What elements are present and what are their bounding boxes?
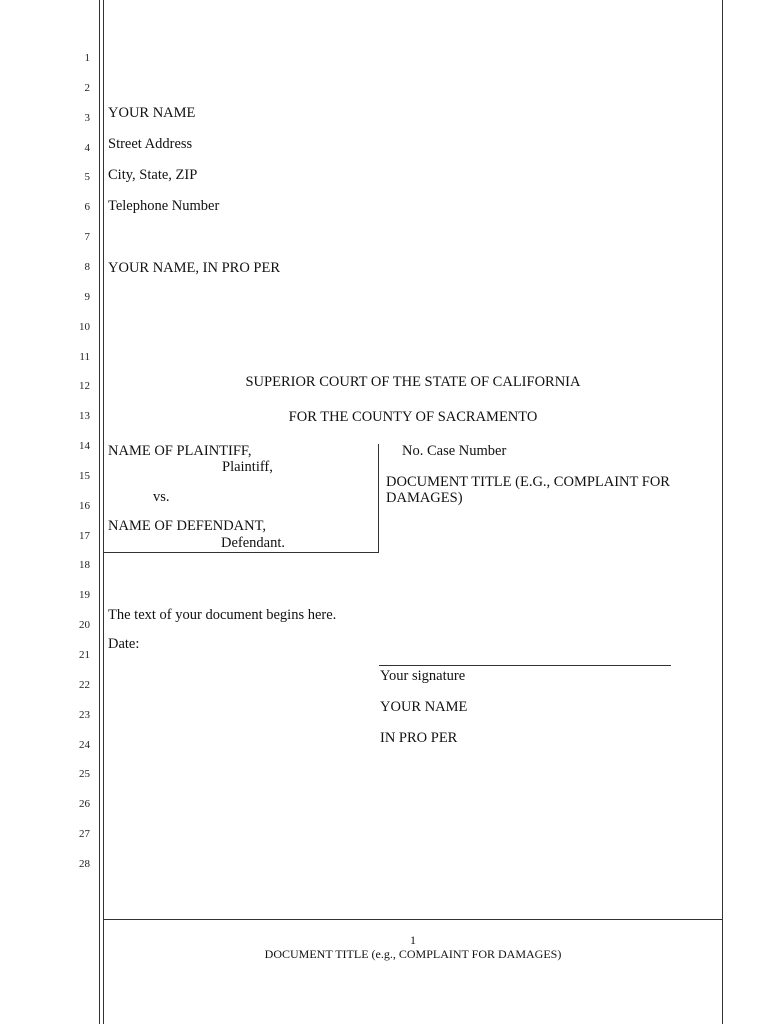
line-number: 22 — [79, 679, 90, 691]
line-number: 11 — [79, 351, 90, 363]
caption-box-right-rule — [378, 444, 379, 553]
versus-label: vs. — [153, 489, 170, 505]
date-label: Date: — [108, 636, 140, 652]
document-title-line-1: DOCUMENT TITLE (E.G., COMPLAINT FOR — [386, 474, 670, 490]
line-number: 24 — [79, 739, 90, 751]
document-title-line-2: DAMAGES) — [386, 490, 463, 506]
header-name: YOUR NAME — [108, 105, 196, 121]
line-number: 2 — [84, 82, 90, 94]
right-margin-rule — [722, 0, 723, 1024]
signature-label: Your signature — [380, 668, 466, 684]
line-number: 20 — [79, 619, 90, 631]
line-number: 6 — [84, 201, 90, 213]
header-street-address: Street Address — [108, 136, 193, 152]
line-number: 15 — [79, 470, 90, 482]
line-number: 17 — [79, 530, 90, 542]
court-name: SUPERIOR COURT OF THE STATE OF CALIFORNIA — [245, 374, 581, 390]
case-number: No. Case Number — [402, 443, 507, 459]
signature-line — [379, 665, 671, 666]
header-telephone: Telephone Number — [108, 198, 220, 214]
line-number: 16 — [79, 500, 90, 512]
line-number: 4 — [84, 142, 90, 154]
left-margin-rule-inner — [103, 0, 104, 1024]
line-number: 28 — [79, 858, 90, 870]
line-number: 25 — [79, 768, 90, 780]
line-number: 10 — [79, 321, 90, 333]
footer-page-number: 1 — [410, 933, 416, 947]
line-number: 26 — [79, 798, 90, 810]
line-number: 7 — [84, 231, 90, 243]
line-number: 12 — [79, 380, 90, 392]
header-city-state-zip: City, State, ZIP — [108, 167, 198, 183]
signature-pro-per: IN PRO PER — [380, 730, 458, 746]
line-number: 18 — [79, 559, 90, 571]
plaintiff-role: Plaintiff, — [222, 459, 273, 475]
line-number: 5 — [84, 171, 90, 183]
line-number: 8 — [84, 261, 90, 273]
header-pro-per: YOUR NAME, IN PRO PER — [108, 260, 281, 276]
line-number: 21 — [79, 649, 90, 661]
footer-document-title: DOCUMENT TITLE (e.g., COMPLAINT FOR DAMAGES) — [264, 947, 562, 961]
defendant-name: NAME OF DEFENDANT, — [108, 518, 267, 534]
plaintiff-name: NAME OF PLAINTIFF, — [108, 443, 252, 459]
footer-divider — [103, 919, 723, 920]
line-number: 27 — [79, 828, 90, 840]
caption-box-bottom-rule — [103, 552, 379, 553]
line-number: 1 — [84, 52, 90, 64]
line-number: 3 — [84, 112, 90, 124]
line-number: 9 — [84, 291, 90, 303]
line-number: 14 — [79, 440, 90, 452]
signature-name: YOUR NAME — [380, 699, 468, 715]
line-number: 13 — [79, 410, 90, 422]
defendant-role: Defendant. — [221, 535, 286, 551]
line-number: 19 — [79, 589, 90, 601]
court-county: FOR THE COUNTY OF SACRAMENTO — [288, 409, 538, 425]
body-text: The text of your document begins here. — [108, 607, 337, 623]
left-margin-rule-outer — [99, 0, 100, 1024]
line-number: 23 — [79, 709, 90, 721]
